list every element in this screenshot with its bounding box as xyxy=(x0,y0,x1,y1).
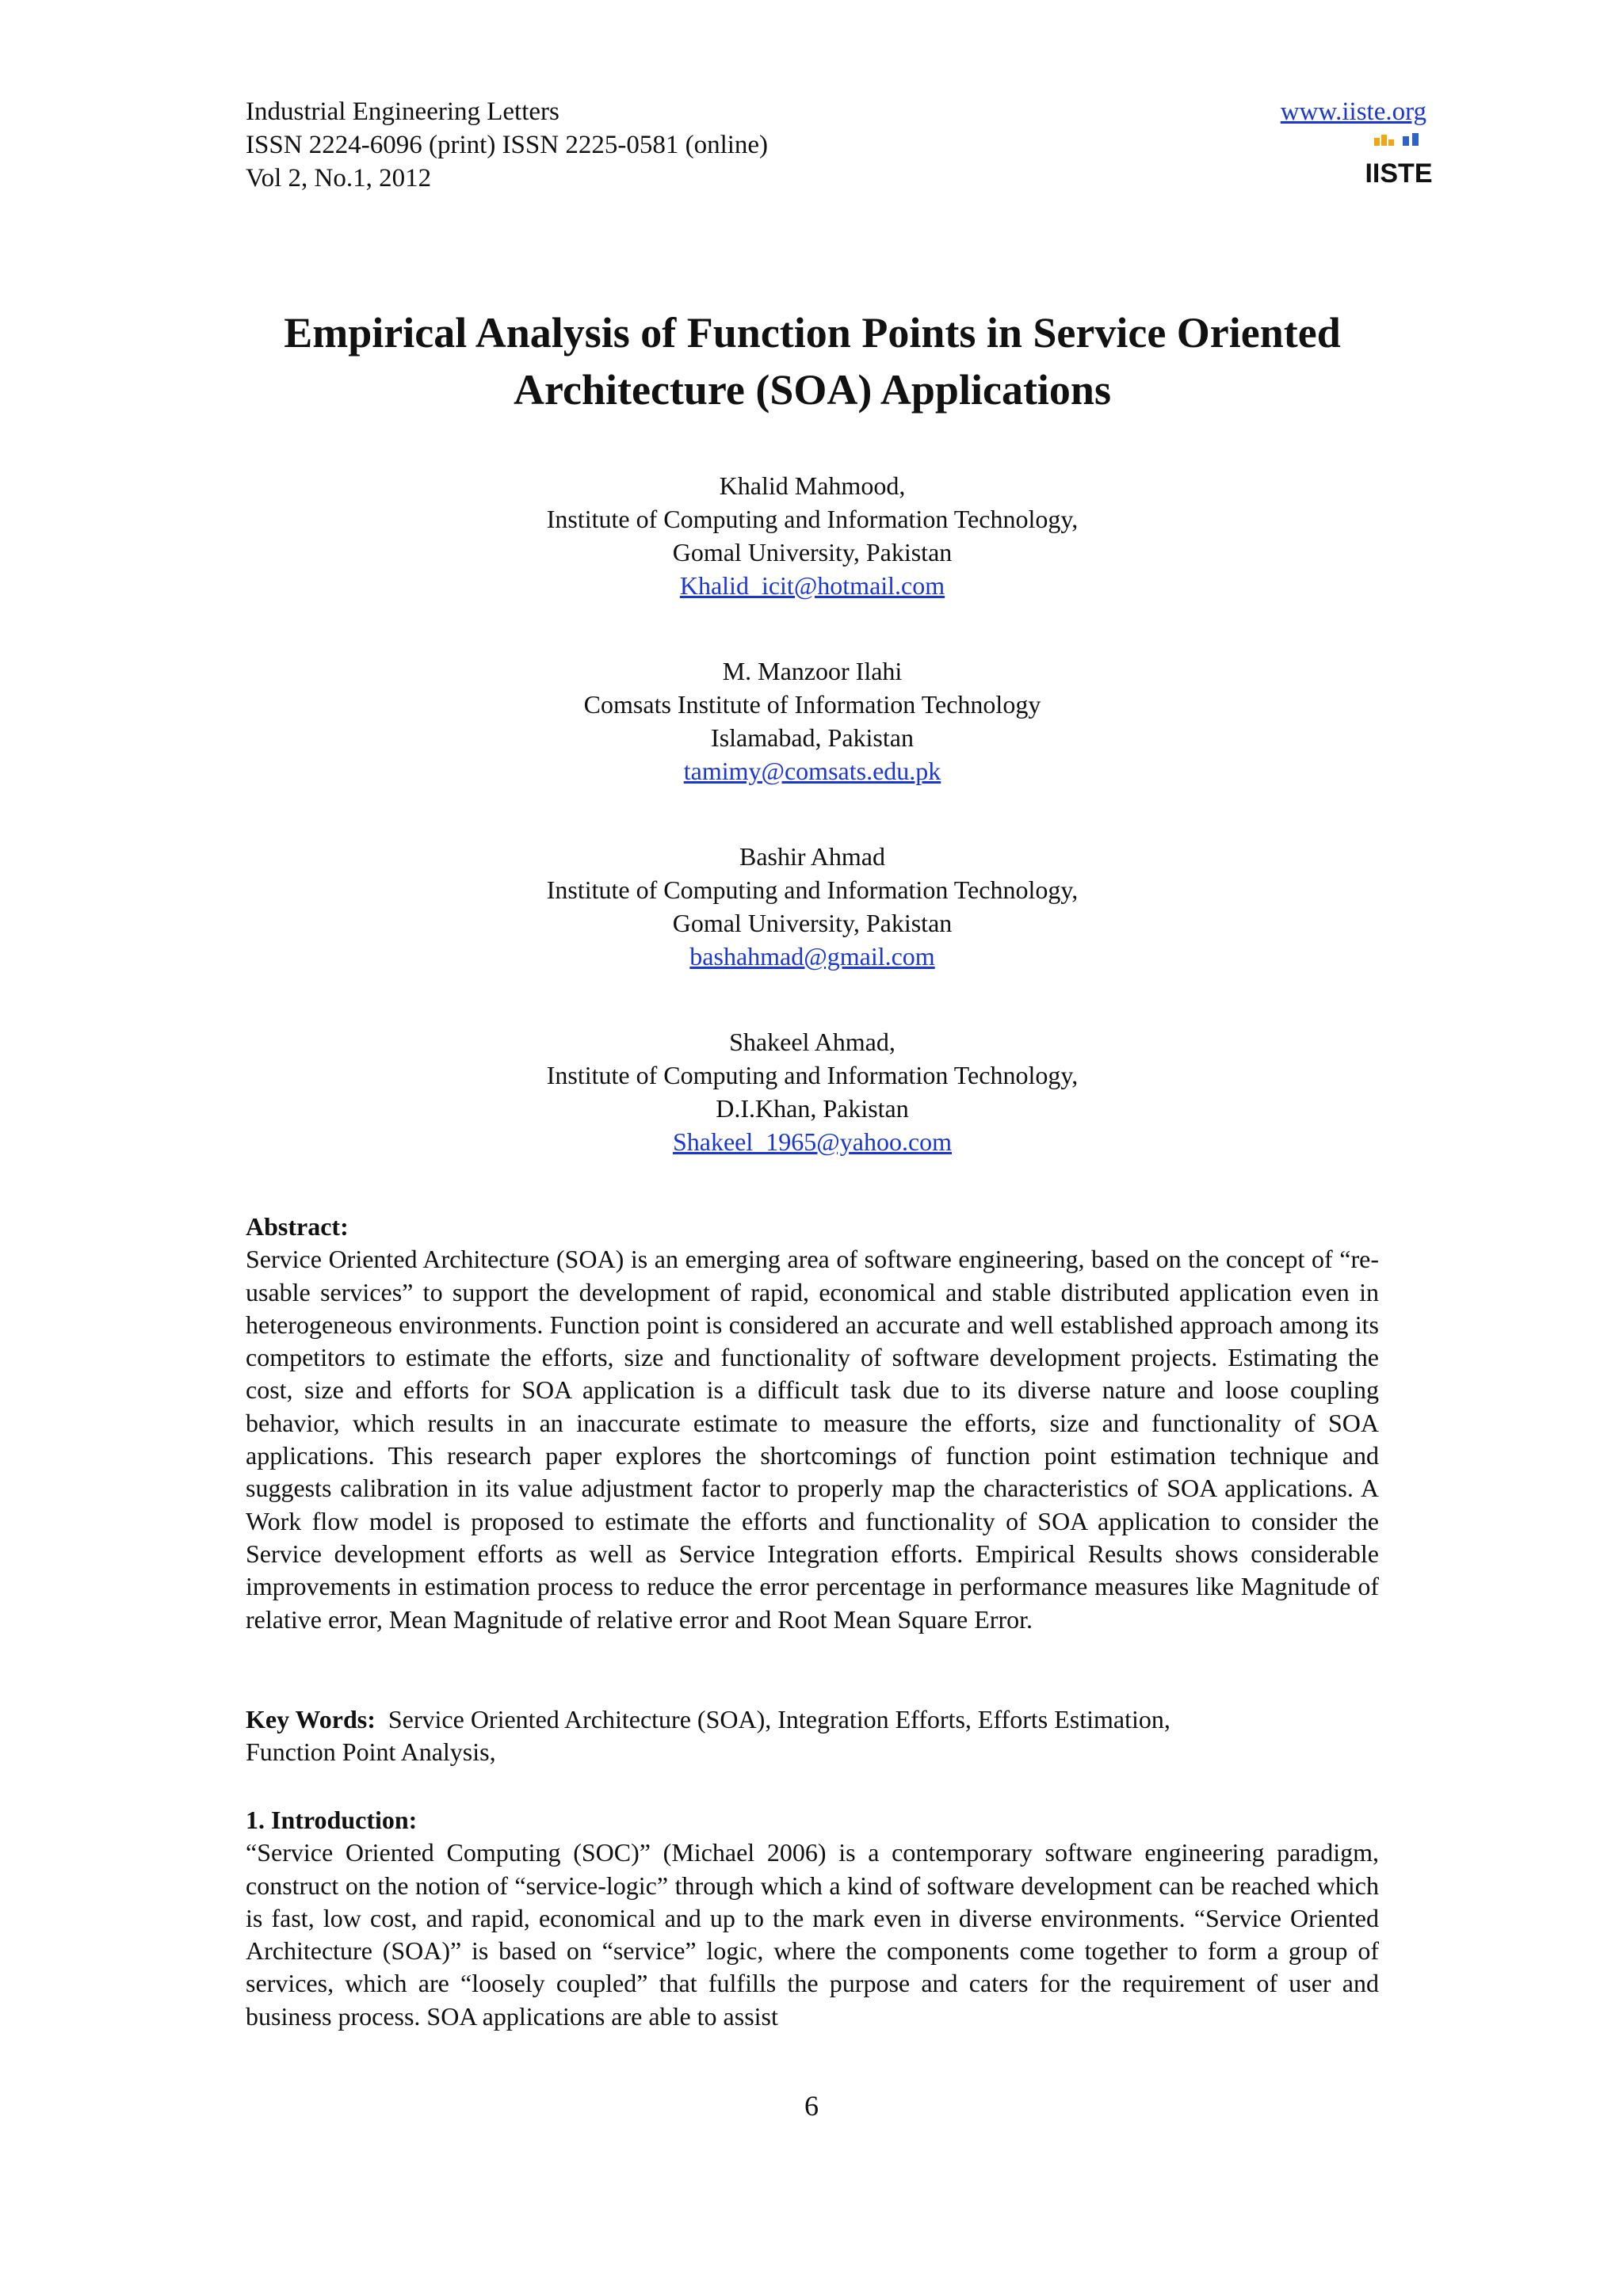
author-name: Bashir Ahmad xyxy=(739,842,885,871)
page-number: 6 xyxy=(804,2090,819,2122)
author-location: D.I.Khan, Pakistan xyxy=(716,1094,909,1123)
keywords-line-1: Service Oriented Architecture (SOA), Integration Efforts, Efforts Estimation, xyxy=(388,1705,1170,1733)
author-name: Khalid Mahmood, xyxy=(719,471,906,500)
author-location: Islamabad, Pakistan xyxy=(711,723,914,752)
author-block xyxy=(396,1025,1228,1158)
author-block xyxy=(396,469,1228,602)
author-affiliation: Comsats Institute of Information Technology xyxy=(583,690,1041,719)
journal-header xyxy=(246,95,1433,206)
author-affiliation: Institute of Computing and Information Technology, xyxy=(546,875,1079,904)
journal-issn: ISSN 2224-6096 (print) ISSN 2225-0581 (online) xyxy=(246,131,769,159)
author-name: Shakeel Ahmad, xyxy=(729,1028,896,1056)
paper-title xyxy=(238,304,1387,418)
introduction-section xyxy=(246,1804,1379,2033)
website-link[interactable]: www.iiste.org xyxy=(1280,97,1426,126)
author-location: Gomal University, Pakistan xyxy=(672,909,953,937)
keywords-section xyxy=(246,1703,1379,1769)
abstract-body: Service Oriented Architecture (SOA) is an emerging area of software engineering, based on the concept of “re-usable services” to support the development of rapid, economical and stable distributed application even in heterogeneous environments. Function point is considered an accurate and well established approach among its competitors to estimate the efforts, size and functionality of software development projects. Estimating the cost, size and efforts for SOA application is a difficult task due to its diverse nature and loose coupling behavior, which results in an inaccurate estimate to measure the efforts, size and functionality of SOA applications. This research paper explores the shortcomings of function point estimation technique and suggests calibration in its value adjustment factor to properly map the characteristics of SOA applications. A Work flow model is proposed to estimate the efforts and functionality of SOA application to consider the Service development efforts as well as Service Integration efforts. Empirical Results shows considerable improvements in estimation process to reduce the error percentage in performance measures like Magnitude of relative error, Mean Magnitude of relative error and Root Mean Square Error. xyxy=(246,1245,1379,1634)
journal-info xyxy=(246,95,768,195)
logo-text: IISTE xyxy=(1365,158,1433,189)
journal-name: Industrial Engineering Letters xyxy=(246,97,559,126)
paper-title-line-2: Architecture (SOA) Applications xyxy=(514,366,1111,414)
introduction-heading: 1. Introduction: xyxy=(246,1806,418,1834)
abstract-section xyxy=(246,1211,1379,1636)
author-location: Gomal University, Pakistan xyxy=(672,538,953,566)
author-affiliation: Institute of Computing and Information Technology, xyxy=(546,1061,1079,1089)
keywords-label: Key Words: xyxy=(246,1705,376,1733)
author-block xyxy=(396,654,1228,788)
author-email-link[interactable]: Khalid_icit@hotmail.com xyxy=(679,571,945,600)
author-email-link[interactable]: tamimy@comsats.edu.pk xyxy=(683,757,941,785)
journal-volume: Vol 2, No.1, 2012 xyxy=(246,164,432,193)
author-email-link[interactable]: Shakeel_1965@yahoo.com xyxy=(672,1127,953,1156)
introduction-body: “Service Oriented Computing (SOC)” (Michael 2006) is a contemporary software engineering paradigm, construct on the notion of “service-logic” through which a kind of software development can be reached which is fast, low cost, and rapid, economical and up to the mark even in diverse environments. “Service Oriented Architecture (SOA)” is based on “service” logic, where the components come together to form a group of services, which are “loosely coupled” that fulfills the purpose and caters for the requirement of user and business process. SOA applications are able to assist xyxy=(246,1838,1379,2031)
abstract-heading: Abstract: xyxy=(246,1212,349,1241)
author-email-link[interactable]: bashahmad@gmail.com xyxy=(689,942,935,971)
author-affiliation: Institute of Computing and Information Technology, xyxy=(546,505,1079,533)
iiste-logo-icon xyxy=(1365,133,1433,189)
author-block xyxy=(396,840,1228,973)
author-name: M. Manzoor Ilahi xyxy=(722,657,903,685)
keywords-line-2: Function Point Analysis, xyxy=(246,1737,496,1767)
paper-title-line-1: Empirical Analysis of Function Points in Service Oriented xyxy=(284,309,1341,357)
